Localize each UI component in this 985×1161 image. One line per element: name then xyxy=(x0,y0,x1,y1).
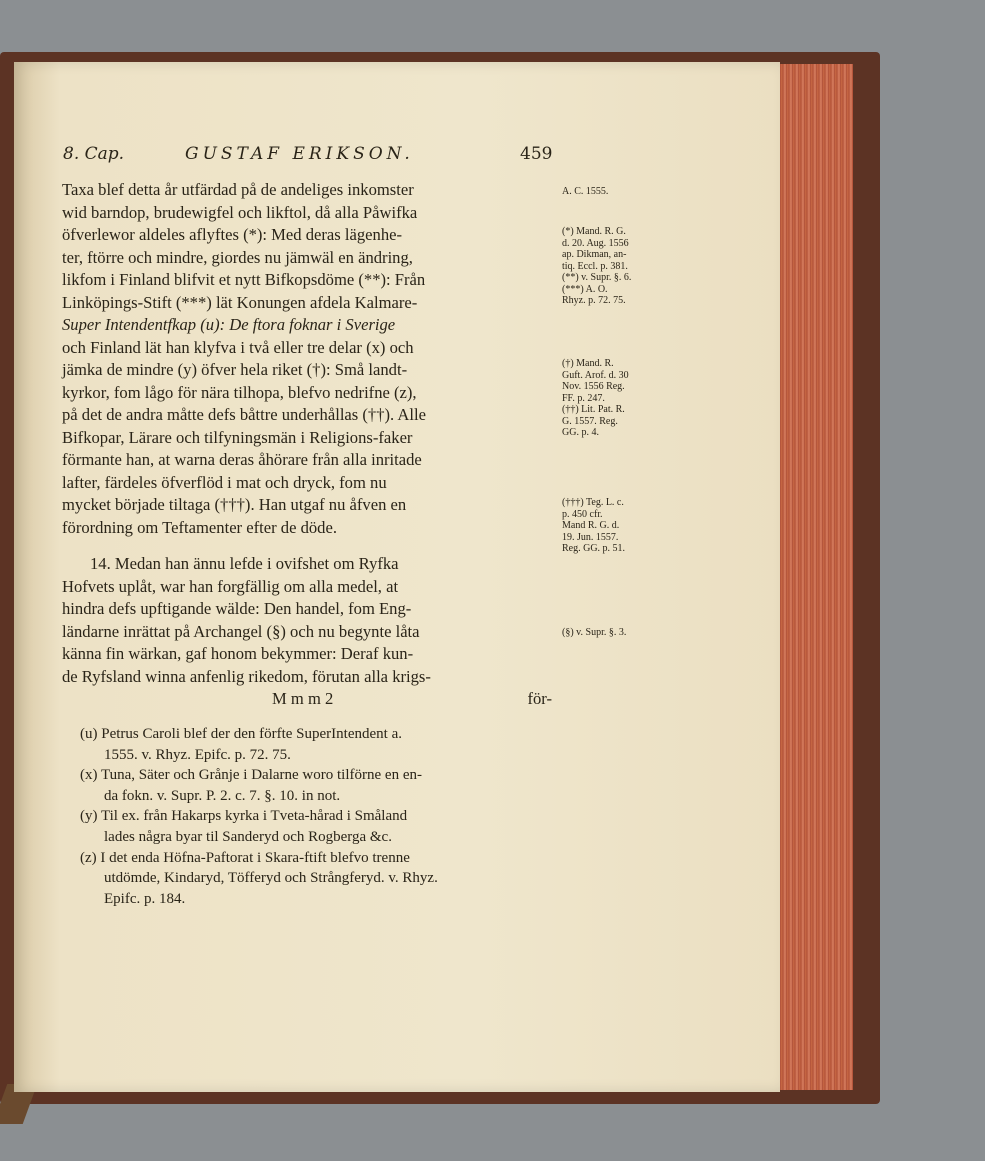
page-edges xyxy=(772,64,853,1090)
body-line: Taxa blef detta år utfärdad på de andeliges inkomster xyxy=(62,180,414,199)
margin-line: Reg. GG. p. 51. xyxy=(562,543,626,554)
body-line: Bifkopar, Lärare och tilfyningsmän i Religions-faker xyxy=(62,427,413,447)
chapter-label: 8. Cap. xyxy=(63,144,125,164)
footnote-y: (y) Til ex. från Hakarps kyrka i Tveta-hårad i Småland xyxy=(80,808,408,825)
footnote-u-cont: 1555. v. Rhyz. Epifc. p. 72. 75. xyxy=(104,746,291,763)
body-line: Super Intendentfkap (u): De ftora foknar i Sverige xyxy=(62,315,396,334)
body-line: likfom i Finland blifvit et nytt Bifkopsdöme (**): Från xyxy=(62,270,426,289)
margin-line: A. C. 1555. xyxy=(562,186,609,197)
margin-note-year xyxy=(562,186,652,198)
body-line: och Finland lät han klyfva i två eller tre delar (x) och xyxy=(62,337,414,357)
footnotes xyxy=(80,724,552,909)
margin-line: (***) A. O. xyxy=(562,283,608,295)
paragraph-line: Hofvets uplåt, war han forgfällig om alla medel, at xyxy=(62,576,399,596)
margin-line: (§) v. Supr. §. 3. xyxy=(562,627,627,638)
margin-line: FF. p. 247. xyxy=(562,392,605,404)
body-line: wid barndop, brudewigfel och likftol, då alla Påwifka xyxy=(62,202,418,222)
body-line: förordning om Teftamenter efter de döde. xyxy=(62,517,337,537)
paragraph-gap xyxy=(62,539,552,553)
body-line: ter, ftörre och mindre, giordes nu jämwäl en ändring, xyxy=(62,247,413,267)
page-number: 459 xyxy=(520,144,553,164)
paragraph-line: känna fin wärkan, gaf honom bekymmer: Deraf kun- xyxy=(62,644,414,663)
margin-line: p. 450 cfr. xyxy=(562,508,603,520)
footnote-z-cont: utdömde, Kindaryd, Töfferyd och Strångferyd. v. Rhyz. xyxy=(104,870,438,887)
signature-line xyxy=(62,688,552,711)
margin-line: G. 1557. Reg. xyxy=(562,415,618,427)
margin-line: Mand R. G. d. xyxy=(562,520,620,531)
margin-line: Guft. Arof. d. 30 xyxy=(562,369,629,381)
margin-line: Nov. 1556 Reg. xyxy=(562,381,625,392)
catchword: för- xyxy=(527,689,552,708)
margin-line: (†††) Teg. L. c. xyxy=(562,497,624,508)
footnote-y-cont: lades några byar til Sanderyd och Rogberga &c. xyxy=(104,828,392,845)
margin-line: (*) Mand. R. G. xyxy=(562,226,626,237)
body-text xyxy=(62,179,552,711)
margin-line: (††) Lit. Pat. R. xyxy=(562,404,625,415)
body-line: Linköpings-Stift (***) lät Konungen afdela Kalmare- xyxy=(62,292,418,312)
footnote-z-cont: Epifc. p. 184. xyxy=(104,890,186,907)
margin-line: 19. Jun. 1557. xyxy=(562,531,619,543)
margin-note-dagger xyxy=(562,358,652,439)
footnote-x-cont: da fokn. v. Supr. P. 2. c. 7. §. 10. in not. xyxy=(104,787,341,804)
margin-line: Rhyz. p. 72. 75. xyxy=(562,295,626,306)
paragraph-line: de Ryfsland winna anfenlig rikedom, förutan alla krigs- xyxy=(62,666,431,686)
body-line: jämka de mindre (y) öfver hela riket (†): Små landt- xyxy=(62,360,408,379)
body-line: mycket började tiltaga (†††). Han utgaf nu åfven en xyxy=(62,495,407,514)
page-title: GUSTAF ERIKSON. xyxy=(185,144,414,164)
paragraph-line: ländarne inrättat på Archangel (§) och nu begynte låta xyxy=(62,621,420,641)
margin-note-star xyxy=(562,226,652,307)
body-line: på det de andra måtte defs båttre underhållas (††). Alle xyxy=(62,405,426,424)
margin-line: (**) v. Supr. §. 6. xyxy=(562,272,632,283)
body-line: kyrkor, fom lågo för nära tilhopa, blefvo nedrifne (z), xyxy=(62,382,417,402)
margin-line: d. 20. Aug. 1556 xyxy=(562,237,629,249)
margin-note-section xyxy=(562,627,652,639)
paragraph-line: 14. Medan han ännu lefde i ovifshet om Ryfka xyxy=(90,554,399,573)
margin-line: (†) Mand. R. xyxy=(562,358,614,369)
paragraph-line: hindra defs upftigande wälde: Den handel, fom Eng- xyxy=(62,599,412,618)
signature-mark: M m m 2 xyxy=(272,689,334,708)
margin-line: GG. p. 4. xyxy=(562,427,599,438)
body-line: öfverlewor aldeles aflyftes (*): Med deras lägenhe- xyxy=(62,225,403,244)
footnote-u: (u) Petrus Caroli blef der den förfte SuperIntendent a. xyxy=(80,726,402,742)
margin-note-triple-dagger xyxy=(562,497,652,555)
body-line: förmante han, at warna deras åhörare från alla inritade xyxy=(62,450,422,469)
footnote-z: (z) I det enda Höfna-Paftorat i Skara-ftift blefvo trenne xyxy=(80,849,410,866)
margin-line: ap. Dikman, an- xyxy=(562,249,627,260)
footnote-x: (x) Tuna, Säter och Grånje i Dalarne woro tilförne en en- xyxy=(80,767,422,784)
running-header xyxy=(63,144,553,170)
body-line: lafter, färdeles öfverflöd i mat och dryck, fom nu xyxy=(62,472,387,492)
margin-line: tiq. Eccl. p. 381. xyxy=(562,260,628,272)
